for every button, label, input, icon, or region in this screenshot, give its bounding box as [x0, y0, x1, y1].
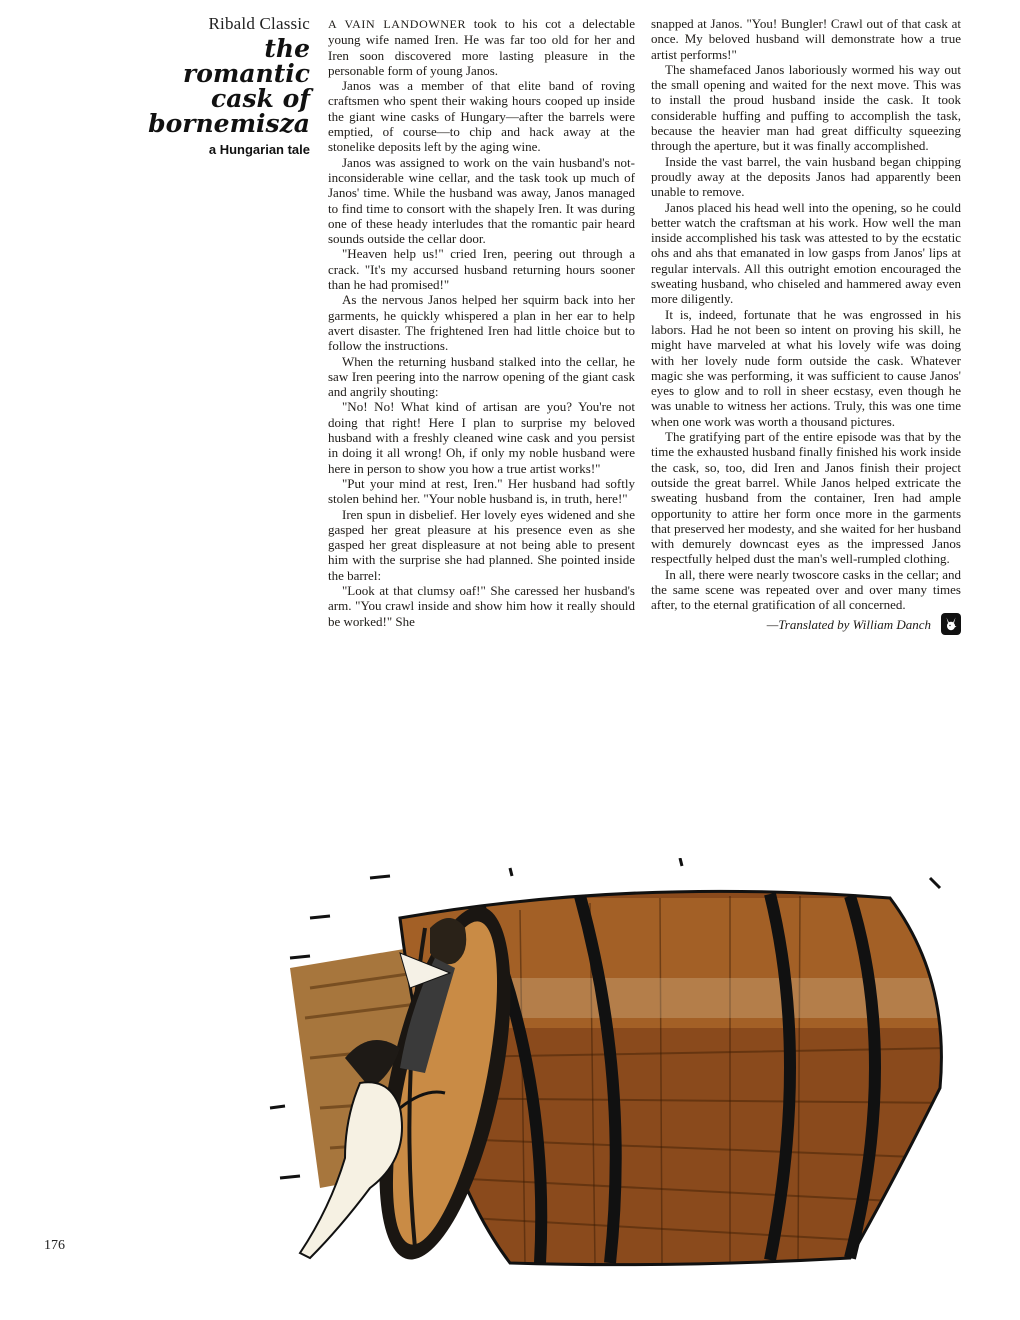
text-column-1 [328, 16, 635, 854]
paragraph: Janos placed his head well into the opening, so he could better watch the craftsman at his work. How well the man inside accomplished his task was attested to by the ecstatic ohs and ahs that emanated in low gasps from Janos' lips at regular intervals. All this outright emotion encouraged the sweating husband, who chiseled and hammered away even more diligently. [651, 199, 961, 307]
paragraph: It is, indeed, fortunate that he was engrossed in his labors. Had he not been so intent on proving his skill, he might have marveled at what his lovely wife was doing with her lovely nude form outside the cask. Whatever magic she was performing, it was sufficient to cause Janos' eyes to glow and to roll in sheer ecstasy, even though he was unable to witness her actions. Truly, this was one time when one work was worth a thousand pictures. [651, 306, 961, 429]
paragraph: Janos was a member of that elite band of roving craftsmen who spent their waking hours cooped up inside the giant wine casks of Hungary—after the barrels were emptied, of course—to chip and hack away at the stonelike deposits left by the aging wine. [328, 78, 635, 155]
paragraph: Inside the vast barrel, the vain husband began chipping proudly away at the deposits Janos had apparently been unable to remove. [651, 153, 961, 200]
subtitle: a Hungarian tale [208, 142, 310, 157]
paragraph: The shamefaced Janos laboriously wormed his way out the small opening and waited for the next move. This was to install the proud husband inside the cask. It took considerable huffing and puffing to accomplish the task, because the heavier man had great difficulty squeezing through the aperture, but it was finally accomplished. [651, 61, 961, 154]
lead-paragraph [328, 16, 635, 78]
text-column-2 [651, 16, 961, 854]
paragraph: Iren spun in disbelief. Her lovely eyes widened and she gasped her great pleasure at his presence even as she gasped her great displeasure at not being able to present him with the surprise she had planned. She pointed inside the barrel: [328, 506, 635, 583]
title-line-3: bornemisza [148, 109, 310, 138]
kicker: Ribald Classic [208, 14, 310, 33]
playboy-rabbit-icon [941, 613, 961, 635]
paragraph: The gratifying part of the entire episode was that by the time the exhausted husband finally finished his work inside the cask, so, too, did Iren and Janos finish their project outside the great barrel. While Janos helped extricate the sweating husband from the container, Iren had ample opportunity to attire her form once more in the garments that preserved her modesty, and she waited for her husband with demurely downcast eyes as the impressed Janos respectfully helped dust the man's well-rumpled clothing. [651, 429, 961, 567]
paragraph: "Look at that clumsy oaf!" She caressed her husband's arm. "You crawl inside and show him how it really should be worked!" She [328, 582, 635, 629]
paragraph-continued: snapped at Janos. "You! Bungler! Crawl out of that cask at once. My beloved husband will demonstrate how a true artist performs!" [651, 16, 961, 62]
credit-line [651, 613, 961, 635]
lead-rest: took to his cot a delectable young wife named Iren. He was far too old for her and Iren soon discovered more lasting pleasure in the personable form of young Janos. [328, 16, 635, 78]
paragraph: "Heaven help us!" cried Iren, peering out through a crack. "It's my accursed husband returning hours sooner than he had promised!" [328, 246, 635, 293]
page-number: 176 [44, 1238, 65, 1253]
paragraph: In all, there were nearly twoscore casks in the cellar; and the same scene was repeated over and over many times after, to the eternal gratification of all concerned. [651, 566, 961, 613]
title-line-2: cask of [211, 84, 310, 113]
lead-caps: A VAIN LANDOWNER [328, 17, 467, 31]
paragraph: Janos was assigned to work on the vain husband's not-inconsiderable wine cellar, and the task took up much of Janos' time. While the husband was away, Janos managed to find time to consort with the shapely Iren. It was during one of these heady interludes that the romantic pair heard sounds outside the cellar door. [328, 154, 635, 247]
barrel-illustration [250, 858, 970, 1278]
paragraph: "Put your mind at rest, Iren." Her husband had softly stolen behind her. "Your noble husband is, in truth, here!" [328, 475, 635, 507]
paragraph: "No! No! What kind of artisan are you? You're not doing that right! Here I plan to surprise my beloved husband with a freshly cleaned wine cask and you persist in doing it all wrong! Oh, if only my noble husband were here in person to show you how a true artist works!" [328, 399, 635, 476]
translator-credit: —Translated by William Danch [766, 616, 931, 632]
title-line-1: the romantic [183, 34, 310, 88]
paragraph: As the nervous Janos helped her squirm back into her garments, he quickly whispered a plan in her ear to help avert disaster. The frightened Iren had little choice but to follow the instructions. [328, 292, 635, 354]
title-block [140, 14, 310, 157]
article-title [140, 36, 310, 136]
paragraph: When the returning husband stalked into the cellar, he saw Iren peering into the narrow opening of the giant cask and angrily shouting: [328, 353, 635, 400]
